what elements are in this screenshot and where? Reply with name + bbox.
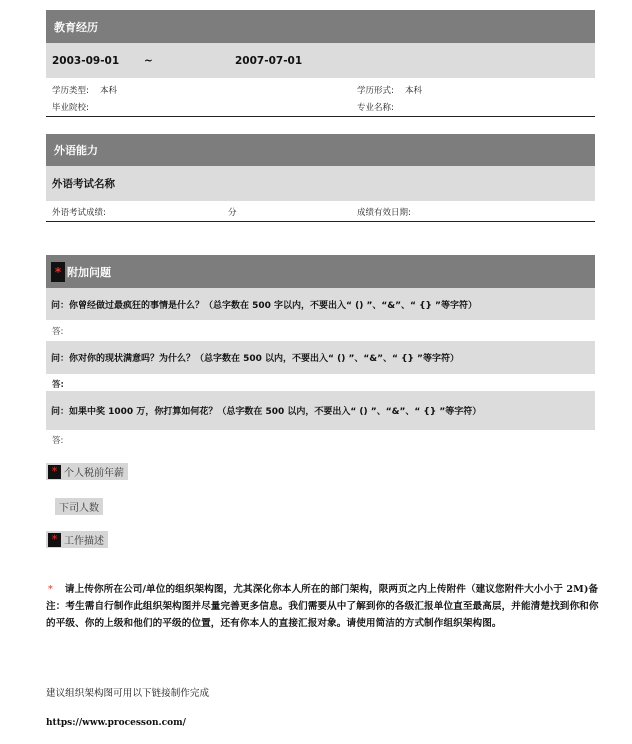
upload-text: 请上传你所在公司/单位的组织架构图，尤其深化你本人所在的部门架构，限两页之内上传附件（建议您附件大小小于 2M)备注：考生需自行制作此组织架构图并尽量完善更多信息。我们需要从中了解到你的各级汇报单位直至最高层，并能清楚找到你和你的平级、你的上级和他们的平级的位置，还有你本人的直接汇报对象。请使用简洁的方式制作组织架构图。 xyxy=(46,584,599,629)
salary-required-star-icon: * xyxy=(48,465,61,479)
required-star-icon: * xyxy=(51,262,65,282)
education-date-separator: ~ xyxy=(144,54,153,67)
job-desc-required-star-icon: * xyxy=(48,533,61,547)
subordinates-label: 下司人数 xyxy=(59,503,99,514)
question-2 xyxy=(46,341,595,374)
school-row xyxy=(46,101,595,113)
answer-1: 答: xyxy=(52,327,64,337)
job-desc-chip xyxy=(46,531,108,548)
degree-row xyxy=(46,84,595,96)
education-date-row xyxy=(46,43,595,78)
job-desc-label: 工作描述 xyxy=(64,536,104,547)
answer-2: 答: xyxy=(52,380,64,390)
upload-required-star-icon: * xyxy=(48,584,53,595)
language-exam-row xyxy=(46,166,595,201)
question-1-text: 问：你曾经做过最疯狂的事情是什么？（总字数在 500 字以内，不要出入“ () ”、“&”、“ {} ”等字符） xyxy=(51,300,477,311)
education-end-date: 2007-07-01 xyxy=(235,54,303,67)
language-score-unit: 分 xyxy=(228,208,237,218)
language-divider xyxy=(46,221,595,222)
language-score-row xyxy=(46,206,595,218)
major-label: 专业名称: xyxy=(357,103,394,113)
extra-title: 附加问题 xyxy=(67,265,111,279)
degree-form-label: 学历形式: xyxy=(357,86,394,96)
question-2-text: 问：你对你的现状满意吗？为什么？（总字数在 500 以内，不要出入“ () ”、“&”、“ {} ”等字符） xyxy=(51,354,459,364)
question-1 xyxy=(46,288,595,320)
upload-suggestion: 建议组织架构图可用以下链接制作完成 xyxy=(46,688,210,699)
education-section-header xyxy=(46,10,595,43)
degree-type-label: 学历类型: xyxy=(52,86,89,96)
education-start-date: 2003-09-01 xyxy=(52,54,120,67)
degree-type-value: 本科 xyxy=(100,86,118,96)
education-divider xyxy=(46,116,595,117)
subordinates-chip xyxy=(55,498,103,515)
salary-chip xyxy=(46,463,128,480)
language-exam-name: 外语考试名称 xyxy=(52,178,115,190)
school-label: 毕业院校: xyxy=(52,103,89,113)
degree-form-value: 本科 xyxy=(405,86,423,96)
education-title: 教育经历 xyxy=(54,20,98,34)
language-title: 外语能力 xyxy=(54,144,98,157)
upload-instructions xyxy=(46,581,602,632)
question-3-text: 问：如果中奖 1000 万，你打算如何花？（总字数在 500 以内，不要出入“ () ”、“&”、“ {} ”等字符） xyxy=(51,407,482,417)
language-valid-date-label: 成绩有效日期: xyxy=(357,208,411,218)
processon-link[interactable]: https://www.processon.com/ xyxy=(46,718,186,728)
language-section-header xyxy=(46,134,595,166)
language-score-label: 外语考试成绩: xyxy=(52,208,106,218)
extra-section-header xyxy=(46,255,595,288)
salary-label: 个人税前年薪 xyxy=(64,468,124,479)
answer-3: 答: xyxy=(52,436,64,446)
question-3 xyxy=(46,391,595,430)
